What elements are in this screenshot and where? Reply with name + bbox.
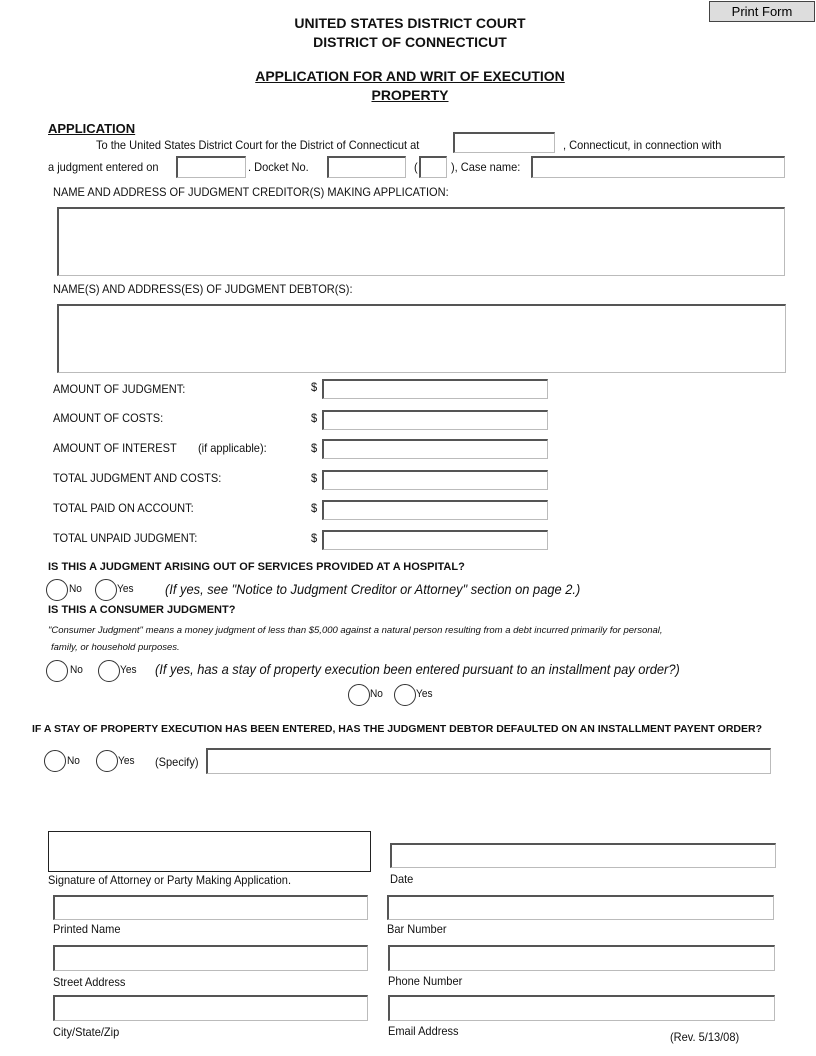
specify-label: (Specify) — [155, 755, 199, 769]
street-address-label: Street Address — [53, 975, 126, 989]
amount-costs-field[interactable] — [322, 410, 548, 430]
amount-label: TOTAL UNPAID JUDGMENT: — [53, 531, 198, 545]
phone-number-field[interactable] — [388, 945, 775, 971]
amount-judgment-field[interactable] — [322, 379, 548, 399]
judgment-date-field[interactable] — [176, 156, 246, 178]
specify-field[interactable] — [206, 748, 771, 774]
amount-interest-field[interactable] — [322, 439, 548, 459]
judgment-date-label: a judgment entered on — [48, 160, 159, 174]
dollar-sign: $ — [311, 531, 318, 545]
intro-text-2: , Connecticut, in connection with — [563, 138, 722, 152]
consumer-definition: "Consumer Judgment" means a money judgment of less than $5,000 against a natural person resulting from a debt incurred primarily for personal, — [48, 625, 663, 636]
hospital-no-radio[interactable] — [46, 579, 68, 601]
radio-label: No — [370, 688, 383, 700]
radio-label: Yes — [416, 688, 433, 700]
creditor-field[interactable] — [57, 207, 785, 276]
stay-question: IF A STAY OF PROPERTY EXECUTION HAS BEEN ENTERED, HAS THE JUDGMENT DEBTOR DEFAULTED ON AN INSTALLMENT PAYENT ORDER? — [32, 723, 763, 735]
consumer-definition-2: family, or household purposes. — [51, 642, 180, 653]
bar-number-label: Bar Number — [387, 922, 447, 936]
radio-label: No — [70, 664, 83, 676]
amount-label: AMOUNT OF INTEREST (if applicable): — [53, 441, 267, 455]
debtor-field[interactable] — [57, 304, 786, 373]
total-unpaid-field[interactable] — [322, 530, 548, 550]
date-field[interactable] — [390, 843, 776, 868]
case-name-label: ), Case name: — [451, 160, 521, 174]
hospital-question: IS THIS A JUDGMENT ARISING OUT OF SERVICES PROVIDED AT A HOSPITAL? — [48, 561, 465, 573]
docket-label: . Docket No. — [248, 160, 309, 174]
case-name-field[interactable] — [531, 156, 785, 178]
amount-label: AMOUNT OF COSTS: — [53, 411, 164, 425]
dollar-sign: $ — [311, 501, 318, 515]
consumer-no-radio[interactable] — [46, 660, 68, 682]
print-form-button[interactable]: Print Form — [709, 1, 815, 22]
email-address-label: Email Address — [388, 1024, 459, 1038]
form-title: APPLICATION FOR AND WRIT OF EXECUTION — [255, 68, 565, 84]
paren-open: ( — [414, 160, 418, 174]
radio-label: No — [69, 583, 82, 595]
district-name: DISTRICT OF CONNECTICUT — [313, 34, 507, 50]
amount-label: AMOUNT OF JUDGMENT: — [53, 382, 186, 396]
printed-name-field[interactable] — [53, 895, 368, 920]
location-field[interactable] — [453, 132, 555, 153]
consumer-yes-radio[interactable] — [98, 660, 120, 682]
docket-field[interactable] — [327, 156, 406, 178]
consumer-note: (If yes, has a stay of property execution been entered pursuant to an installment pay order?) — [155, 661, 680, 677]
radio-label: Yes — [118, 755, 135, 767]
intro-text: To the United States District Court for the District of Connecticut at — [96, 138, 420, 152]
dollar-sign: $ — [311, 471, 318, 485]
stay-entered-no-radio[interactable] — [348, 684, 370, 706]
docket-suffix-field[interactable] — [419, 156, 447, 178]
radio-label: No — [67, 755, 80, 767]
hospital-note: (If yes, see "Notice to Judgment Creditor or Attorney" section on page 2.) — [165, 581, 581, 597]
street-address-field[interactable] — [53, 945, 368, 971]
bar-number-field[interactable] — [387, 895, 774, 920]
revision-date: (Rev. 5/13/08) — [670, 1030, 740, 1044]
total-judgment-field[interactable] — [322, 470, 548, 490]
dollar-sign: $ — [311, 411, 318, 425]
creditor-label: NAME AND ADDRESS OF JUDGMENT CREDITOR(S) MAKING APPLICATION: — [53, 185, 449, 199]
printed-name-label: Printed Name — [53, 922, 121, 936]
city-state-zip-field[interactable] — [53, 995, 368, 1021]
date-label: Date — [390, 872, 414, 886]
amount-label: TOTAL JUDGMENT AND COSTS: — [53, 471, 222, 485]
total-paid-field[interactable] — [322, 500, 548, 520]
application-heading: APPLICATION — [48, 121, 136, 136]
default-no-radio[interactable] — [44, 750, 66, 772]
email-address-field[interactable] — [388, 995, 775, 1021]
consumer-question: IS THIS A CONSUMER JUDGMENT? — [48, 604, 236, 616]
city-state-zip-label: City/State/Zip — [53, 1025, 120, 1039]
radio-label: Yes — [117, 583, 134, 595]
hospital-yes-radio[interactable] — [95, 579, 117, 601]
form-subtitle: PROPERTY — [371, 87, 449, 103]
stay-entered-yes-radio[interactable] — [394, 684, 416, 706]
debtor-label: NAME(S) AND ADDRESS(ES) OF JUDGMENT DEBTOR(S): — [53, 282, 353, 296]
court-name: UNITED STATES DISTRICT COURT — [294, 15, 526, 31]
radio-label: Yes — [120, 664, 137, 676]
signature-label: Signature of Attorney or Party Making Application. — [48, 873, 292, 887]
phone-number-label: Phone Number — [388, 974, 463, 988]
dollar-sign: $ — [311, 380, 318, 394]
dollar-sign: $ — [311, 441, 318, 455]
amount-label: TOTAL PAID ON ACCOUNT: — [53, 501, 194, 515]
default-yes-radio[interactable] — [96, 750, 118, 772]
signature-box[interactable] — [48, 831, 371, 872]
